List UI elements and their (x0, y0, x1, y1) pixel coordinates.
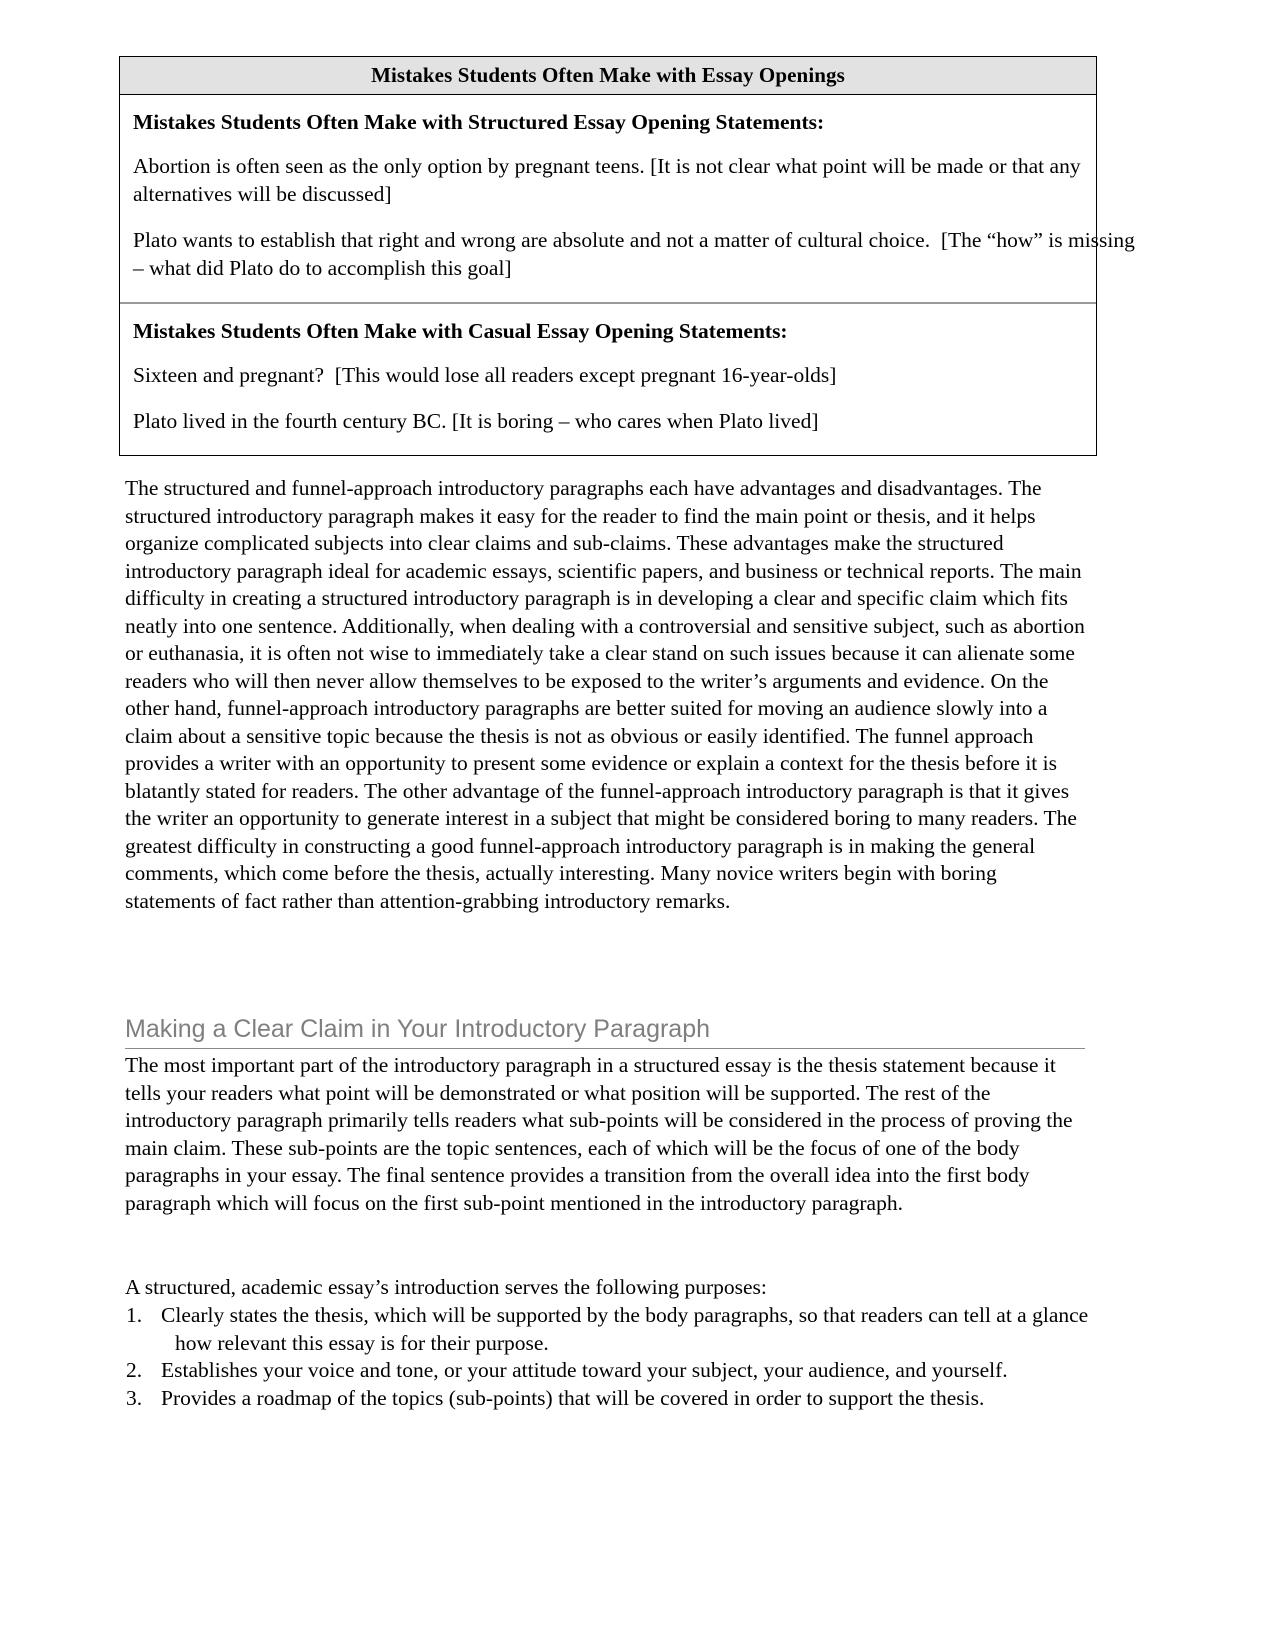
list-item (125, 1357, 1100, 1385)
table-row-structured (120, 95, 1141, 302)
structured-subheading: Mistakes Students Often Make with Structured Essay Opening Statements: (133, 110, 825, 134)
list-item-text: Provides a roadmap of the topics (sub-points) that will be covered in order to support the thesis. (161, 1385, 985, 1410)
clear-claim-paragraph: The most important part of the introductory paragraph in a structured essay is the thesis statement because it tells your readers what point will be demonstrated or what position will be supported. The rest of the introductory paragraph primarily tells readers what sub-points will be considered in the process of proving the main claim. These sub-points are the topic sentences, each of which will be the focus of one of the body paragraphs in your essay. The final sentence provides a transition from the overall idea into the first body paragraph which will focus on the first sub-point mentioned in the introductory paragraph. (125, 1053, 1073, 1215)
main-body-paragraph: The structured and funnel-approach introductory paragraphs each have advantages and disadvantages. The structured introductory paragraph makes it easy for the reader to find the main point or thesis, and it helps organize complicated subjects into clear claims and sub-claims. These advantages make the structured introductory paragraph ideal for academic essays, scientific papers, and business or technical reports. The main difficulty in creating a structured introductory paragraph is in developing a clear and specific claim which fits neatly into one sentence. Additionally, when dealing with a controversial and sensitive subject, such as abortion or euthanasia, it is often not wise to immediately take a clear stand on such issues because it can alienate some readers who will then never allow themselves to be exposed to the writer’s arguments and evidence. On the other hand, funnel-approach introductory paragraphs are better suited for moving an audience slowly into a claim about a sensitive topic because the thesis is not as obvious or easily identified. The funnel approach provides a writer with an opportunity to present some evidence or explain a context for the thesis before it is blatantly stated for readers. The other advantage of the funnel-approach introductory paragraph is that it gives the writer an opportunity to generate interest in a subject that might be considered boring to many readers. The greatest difficulty in constructing a good funnel-approach introductory paragraph is in making the general comments, which come before the thesis, actually interesting. Many novice writers begin with boring statements of fact rather than attention-grabbing introductory remarks. (125, 476, 1085, 913)
list-item-text: Establishes your voice and tone, or your attitude toward your subject, your audience, and yourself. (161, 1358, 1008, 1382)
heading-underline-rule (125, 1048, 1085, 1049)
list-item-number: 2. (126, 1358, 143, 1382)
casual-example-1: Sixteen and pregnant? [This would lose all readers except pregnant 16-year-olds] (133, 363, 837, 387)
list-item (125, 1385, 1100, 1413)
table-row-casual (120, 302, 1096, 455)
list-item-text: Clearly states the thesis, which will be supported by the body paragraphs, so that readers can tell at a glance how relevant this essay is for their purpose. (161, 1303, 1089, 1355)
purposes-lead-in: A structured, academic essay’s introduction serves the following purposes: (125, 1275, 767, 1299)
casual-subheading: Mistakes Students Often Make with Casual Essay Opening Statements: (133, 319, 788, 343)
list-item-number: 1. (126, 1303, 143, 1327)
structured-example-1: Abortion is often seen as the only option by pregnant teens. [It is not clear what point will be made or that any alternatives will be discussed] (133, 154, 1086, 206)
section-heading-group (125, 1014, 1087, 1049)
list-item (125, 1302, 1100, 1357)
table-header-title: Mistakes Students Often Make with Essay Openings (120, 57, 1096, 95)
structured-example-2: Plato wants to establish that right and wrong are absolute and not a matter of cultural choice. [The “how” is missing – what did Plato do to accomplish this goal] (133, 228, 1141, 280)
page-section-heading: Making a Clear Claim in Your Introductory Paragraph (125, 1015, 711, 1043)
purposes-list (125, 1302, 1100, 1412)
list-item-number: 3. (126, 1385, 143, 1410)
mistakes-table (119, 56, 1141, 456)
casual-example-2: Plato lived in the fourth century BC. [It is boring – who cares when Plato lived] (133, 409, 819, 433)
